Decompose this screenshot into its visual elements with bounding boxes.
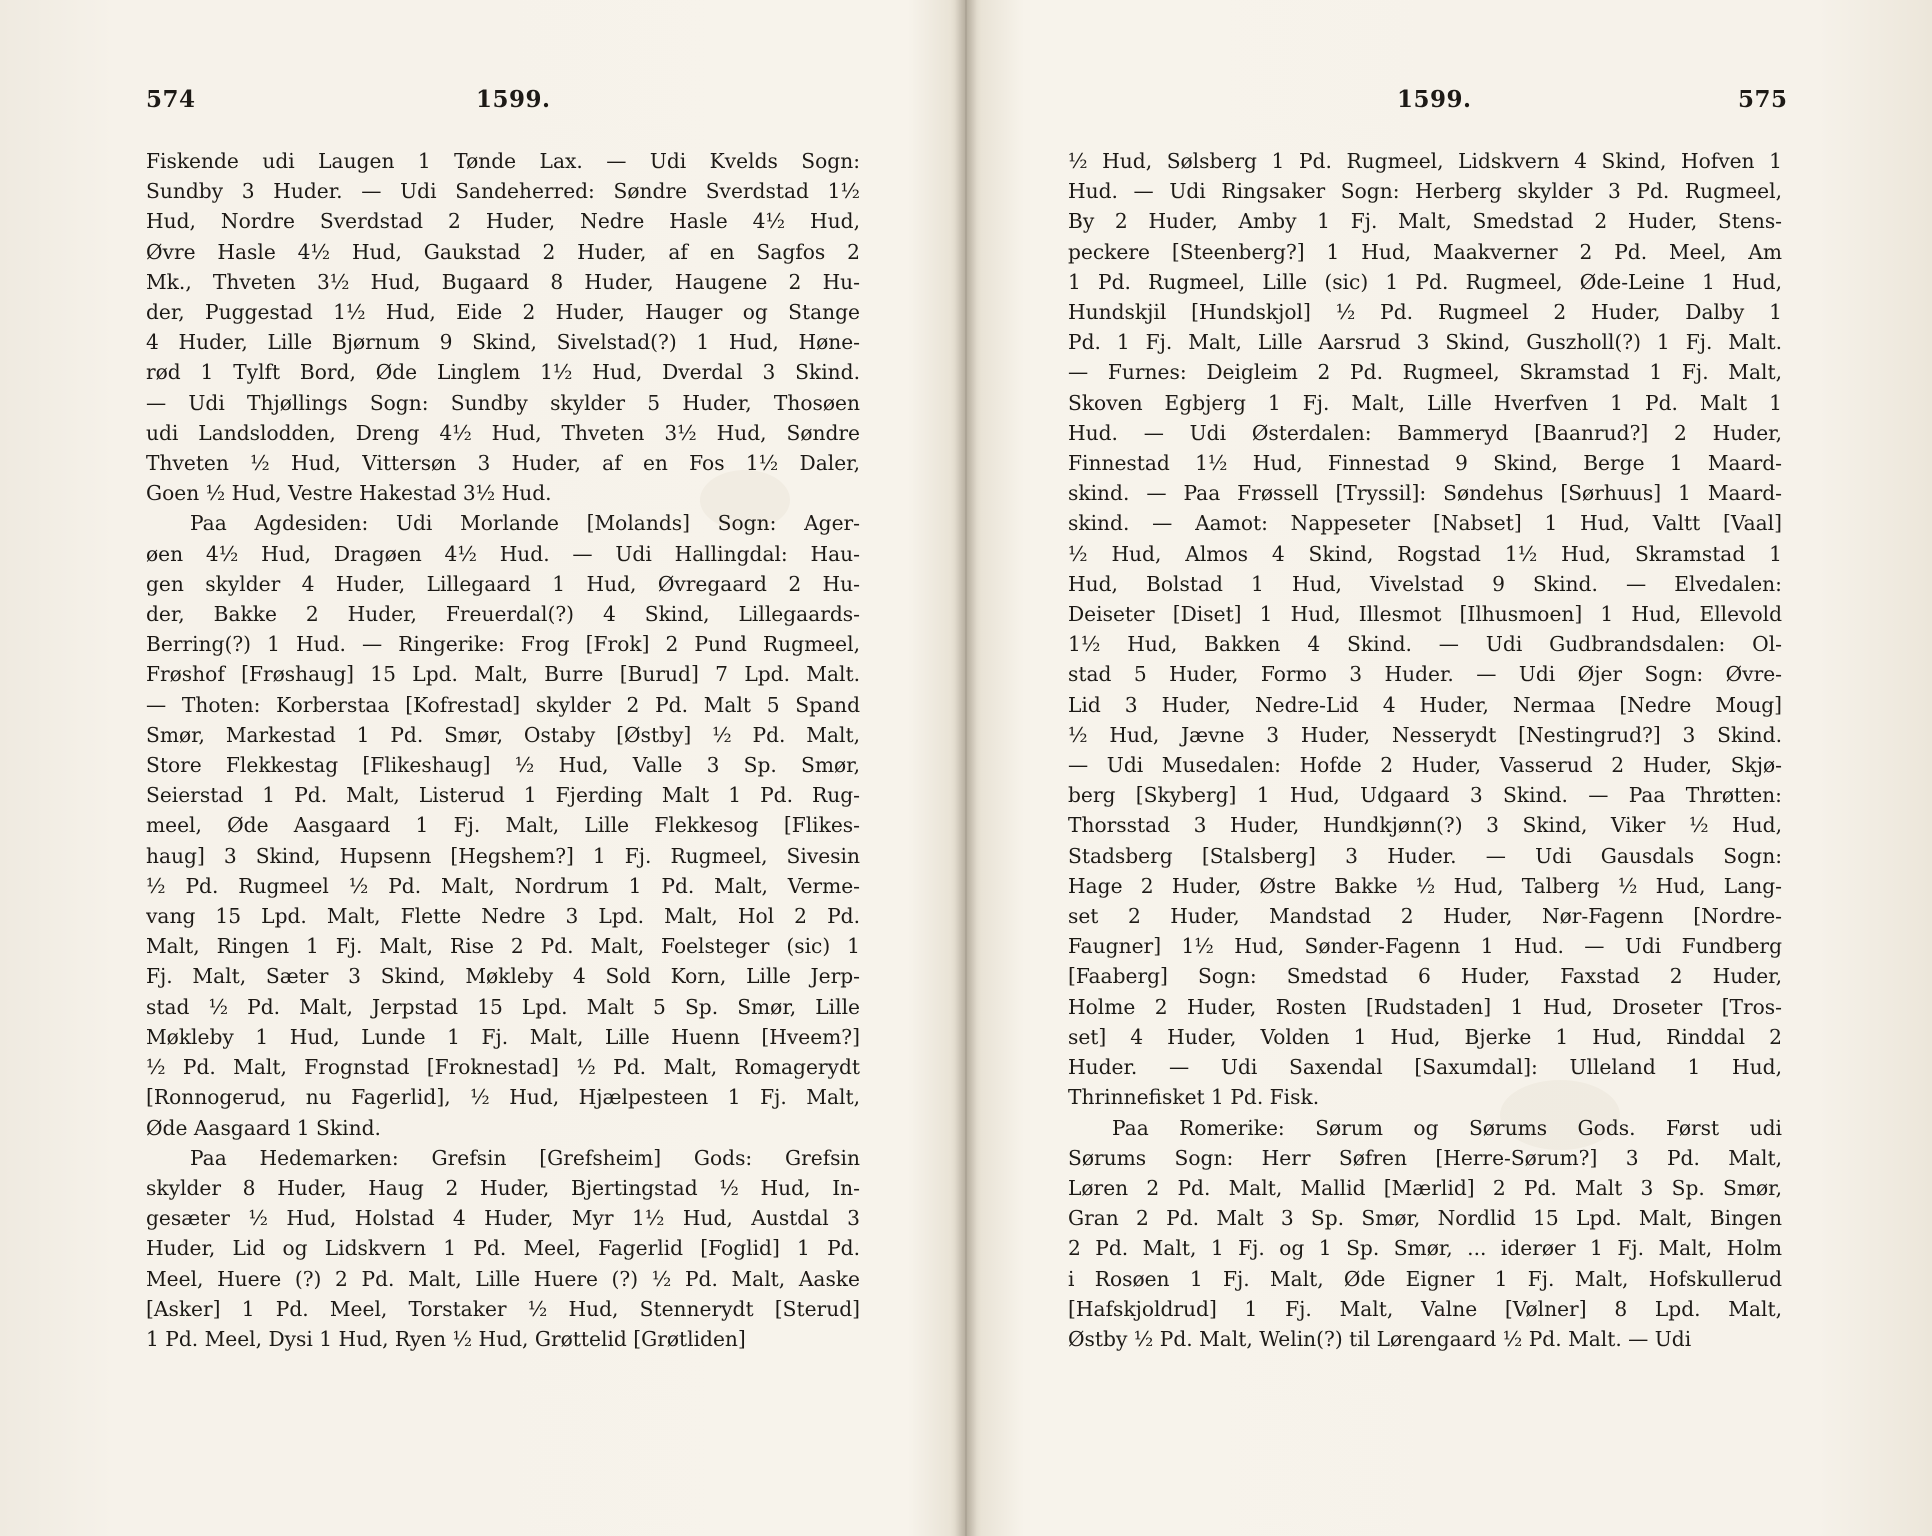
- text-line: Holme 2 Huder, Rosten [Rudstaden] 1 Hud, Droseter [Tros-: [1068, 994, 1782, 1019]
- text-line: 1 Pd. Rugmeel, Lille (sic) 1 Pd. Rugmeel, Øde-Leine 1 Hud,: [1068, 269, 1782, 294]
- text-line: berg [Skyberg] 1 Hud, Udgaard 3 Skind. — Paa Thrøtten:: [1068, 783, 1782, 808]
- text-line: stad ½ Pd. Malt, Jerpstad 15 Lpd. Malt 5 Sp. Smør, Lille: [146, 994, 860, 1019]
- text-line: Faugner] 1½ Hud, Sønder-Fagenn 1 Hud. — Udi Fundberg: [1068, 934, 1782, 959]
- text-line: skylder 8 Huder, Haug 2 Huder, Bjertingstad ½ Hud, In-: [146, 1175, 860, 1200]
- text-line: Løren 2 Pd. Malt, Mallid [Mærlid] 2 Pd. Malt 3 Sp. Smør,: [1068, 1175, 1782, 1200]
- text-line: Skoven Egbjerg 1 Fj. Malt, Lille Hverfven 1 Pd. Malt 1: [1068, 390, 1782, 415]
- text-line: skind. — Paa Frøssell [Tryssil]: Søndehus [Sørhuus] 1 Maard-: [1068, 481, 1782, 506]
- text-line: i Rosøen 1 Fj. Malt, Øde Eigner 1 Fj. Malt, Hofskullerud: [1068, 1266, 1782, 1291]
- text-line: Meel, Huere (?) 2 Pd. Malt, Lille Huere (?) ½ Pd. Malt, Aaske: [146, 1266, 860, 1291]
- text-line: Store Flekkestag [Flikeshaug] ½ Hud, Valle 3 Sp. Smør,: [146, 753, 860, 778]
- text-line: Hage 2 Huder, Østre Bakke ½ Hud, Talberg ½ Hud, Lang-: [1068, 873, 1782, 898]
- text-line: øen 4½ Hud, Dragøen 4½ Hud. — Udi Hallingdal: Hau-: [146, 541, 860, 566]
- text-line: — Udi Musedalen: Hofde 2 Huder, Vasserud 2 Huder, Skjø-: [1068, 753, 1782, 778]
- text-line: Frøshof [Frøshaug] 15 Lpd. Malt, Burre [Burud] 7 Lpd. Malt.: [146, 662, 860, 687]
- text-line: ½ Pd. Rugmeel ½ Pd. Malt, Nordrum 1 Pd. Malt, Verme-: [146, 873, 860, 898]
- text-line: Goen ½ Hud, Vestre Hakestad 3½ Hud.: [146, 481, 552, 506]
- text-line: Huder. — Udi Saxendal [Saxumdal]: Ulleland 1 Hud,: [1068, 1055, 1782, 1080]
- text-line: Hundskjil [Hundskjol] ½ Pd. Rugmeel 2 Huder, Dalby 1: [1068, 300, 1782, 325]
- text-line: ½ Hud, Sølsberg 1 Pd. Rugmeel, Lidskvern 4 Skind, Hofven 1: [1068, 149, 1782, 173]
- text-line: der, Puggestad 1½ Hud, Eide 2 Huder, Hauger og Stange: [146, 300, 860, 325]
- text-line: Berring(?) 1 Hud. — Ringerike: Frog [Frok] 2 Pund Rugmeel,: [146, 632, 860, 657]
- left-page-text: [146, 146, 860, 1354]
- text-line: haug] 3 Skind, Hupsenn [Hegshem?] 1 Fj. Rugmeel, Sivesin: [146, 843, 860, 868]
- text-line: Øvre Hasle 4½ Hud, Gaukstad 2 Huder, af en Sagfos 2: [146, 239, 860, 264]
- text-line: stad 5 Huder, Formo 3 Huder. — Udi Øjer Sogn: Øvre-: [1068, 662, 1782, 687]
- text-line: Hud. — Udi Ringsaker Sogn: Herberg skylder 3 Pd. Rugmeel,: [1068, 179, 1782, 204]
- text-line: Hud, Nordre Sverdstad 2 Huder, Nedre Hasle 4½ Hud,: [146, 209, 860, 234]
- text-line: 1½ Hud, Bakken 4 Skind. — Udi Gudbrandsdalen: Ol-: [1068, 632, 1782, 657]
- text-line: Paa Agdesiden: Udi Morlande [Molands] Sogn: Ager-: [190, 511, 860, 536]
- right-page-number: 575: [1738, 86, 1788, 113]
- text-line: ½ Hud, Jævne 3 Huder, Nesserydt [Nestingrud?] 3 Skind.: [1068, 722, 1782, 747]
- text-line: udi Landslodden, Dreng 4½ Hud, Thveten 3½ Hud, Søndre: [146, 420, 860, 445]
- left-page-number: 574: [146, 86, 196, 113]
- text-line: Stadsberg [Stalsberg] 3 Huder. — Udi Gausdals Sogn:: [1068, 843, 1782, 868]
- text-line: Øde Aasgaard 1 Skind.: [146, 1115, 381, 1140]
- text-line: Thorsstad 3 Huder, Hundkjønn(?) 3 Skind, Viker ½ Hud,: [1068, 813, 1782, 838]
- text-line: Møkleby 1 Hud, Lunde 1 Fj. Malt, Lille Huenn [Hveem?]: [146, 1024, 860, 1049]
- text-line: set 2 Huder, Mandstad 2 Huder, Nør-Fagenn [Nordre-: [1068, 904, 1782, 929]
- text-line: — Udi Thjøllings Sogn: Sundby skylder 5 Huder, Thosøen: [146, 390, 860, 415]
- text-line: — Furnes: Deigleim 2 Pd. Rugmeel, Skramstad 1 Fj. Malt,: [1068, 360, 1782, 385]
- text-line: Fiskende udi Laugen 1 Tønde Lax. — Udi Kvelds Sogn:: [146, 149, 860, 173]
- text-line: Paa Romerike: Sørum og Sørums Gods. Først udi: [1112, 1115, 1782, 1140]
- text-line: skind. — Aamot: Nappeseter [Nabset] 1 Hud, Valtt [Vaal]: [1068, 511, 1782, 536]
- text-line: By 2 Huder, Amby 1 Fj. Malt, Smedstad 2 Huder, Stens-: [1068, 209, 1782, 234]
- text-line: Pd. 1 Fj. Malt, Lille Aarsrud 3 Skind, Guszholl(?) 1 Fj. Malt.: [1068, 330, 1782, 355]
- text-line: Hud. — Udi Østerdalen: Bammeryd [Baanrud?] 2 Huder,: [1068, 420, 1782, 445]
- text-line: der, Bakke 2 Huder, Freuerdal(?) 4 Skind, Lillegaards-: [146, 602, 860, 627]
- text-line: [Hafskjoldrud] 1 Fj. Malt, Valne [Vølner] 8 Lpd. Malt,: [1068, 1296, 1782, 1321]
- text-line: Thrinnefisket 1 Pd. Fisk.: [1068, 1085, 1320, 1110]
- text-line: Østby ½ Pd. Malt, Welin(?) til Lørengaard ½ Pd. Malt. — Udi: [1068, 1326, 1692, 1351]
- left-running-head: 1599.: [476, 86, 551, 113]
- text-line: [Asker] 1 Pd. Meel, Torstaker ½ Hud, Stennerydt [Sterud]: [146, 1296, 860, 1321]
- text-line: Mk., Thveten 3½ Hud, Bugaard 8 Huder, Haugene 2 Hu-: [146, 269, 860, 294]
- text-line: Gran 2 Pd. Malt 3 Sp. Smør, Nordlid 15 Lpd. Malt, Bingen: [1068, 1206, 1782, 1231]
- text-line: Seierstad 1 Pd. Malt, Listerud 1 Fjerding Malt 1 Pd. Rug-: [146, 783, 860, 808]
- text-line: Fj. Malt, Sæter 3 Skind, Møkleby 4 Sold Korn, Lille Jerp-: [146, 964, 860, 989]
- text-line: Lid 3 Huder, Nedre-Lid 4 Huder, Nermaa [Nedre Moug]: [1068, 692, 1782, 717]
- text-line: gen skylder 4 Huder, Lillegaard 1 Hud, Øvregaard 2 Hu-: [146, 571, 860, 596]
- text-line: Sørums Sogn: Herr Søfren [Herre-Sørum?] 3 Pd. Malt,: [1068, 1145, 1782, 1170]
- text-line: [Faaberg] Sogn: Smedstad 6 Huder, Faxstad 2 Huder,: [1068, 964, 1782, 989]
- text-line: Deiseter [Diset] 1 Hud, Illesmot [Ilhusmoen] 1 Hud, Ellevold: [1068, 602, 1782, 627]
- text-line: ½ Hud, Almos 4 Skind, Rogstad 1½ Hud, Skramstad 1: [1068, 541, 1782, 566]
- text-line: Thveten ½ Hud, Vittersøn 3 Huder, af en Fos 1½ Daler,: [146, 451, 860, 476]
- text-line: Smør, Markestad 1 Pd. Smør, Ostaby [Østby] ½ Pd. Malt,: [146, 722, 860, 747]
- text-line: Sundby 3 Huder. — Udi Sandeherred: Søndre Sverdstad 1½: [146, 179, 860, 204]
- text-line: Malt, Ringen 1 Fj. Malt, Rise 2 Pd. Malt, Foelsteger (sic) 1: [146, 934, 860, 959]
- text-line: vang 15 Lpd. Malt, Flette Nedre 3 Lpd. Malt, Hol 2 Pd.: [146, 904, 860, 929]
- right-page: [972, 0, 1932, 1536]
- text-line: — Thoten: Korberstaa [Kofrestad] skylder 2 Pd. Malt 5 Spand: [146, 692, 860, 717]
- text-line: set] 4 Huder, Volden 1 Hud, Bjerke 1 Hud, Rinddal 2: [1068, 1024, 1782, 1049]
- text-line: 1 Pd. Meel, Dysi 1 Hud, Ryen ½ Hud, Grøttelid [Grøtliden]: [146, 1326, 746, 1351]
- text-line: Hud, Bolstad 1 Hud, Vivelstad 9 Skind. — Elvedalen:: [1068, 571, 1782, 596]
- text-line: Paa Hedemarken: Grefsin [Grefsheim] Gods: Grefsin: [190, 1145, 860, 1170]
- text-line: ½ Pd. Malt, Frognstad [Froknestad] ½ Pd. Malt, Romagerydt: [146, 1055, 860, 1080]
- right-page-text: [1068, 146, 1782, 1354]
- text-line: gesæter ½ Hud, Holstad 4 Huder, Myr 1½ Hud, Austdal 3: [146, 1206, 860, 1231]
- text-line: Huder, Lid og Lidskvern 1 Pd. Meel, Fagerlid [Foglid] 1 Pd.: [146, 1236, 860, 1261]
- text-line: meel, Øde Aasgaard 1 Fj. Malt, Lille Flekkesog [Flikes-: [146, 813, 860, 838]
- text-line: Finnestad 1½ Hud, Finnestad 9 Skind, Berge 1 Maard-: [1068, 451, 1782, 476]
- text-line: rød 1 Tylft Bord, Øde Linglem 1½ Hud, Dverdal 3 Skind.: [146, 360, 860, 385]
- text-line: peckere [Steenberg?] 1 Hud, Maakverner 2 Pd. Meel, Am: [1068, 239, 1782, 264]
- left-page: [0, 0, 960, 1536]
- text-line: 4 Huder, Lille Bjørnum 9 Skind, Sivelstad(?) 1 Hud, Høne-: [146, 330, 860, 355]
- text-line: 2 Pd. Malt, 1 Fj. og 1 Sp. Smør, ... iderøer 1 Fj. Malt, Holm: [1068, 1236, 1782, 1261]
- text-line: [Ronnogerud, nu Fagerlid], ½ Hud, Hjælpesteen 1 Fj. Malt,: [146, 1085, 860, 1110]
- right-running-head: 1599.: [1397, 86, 1472, 113]
